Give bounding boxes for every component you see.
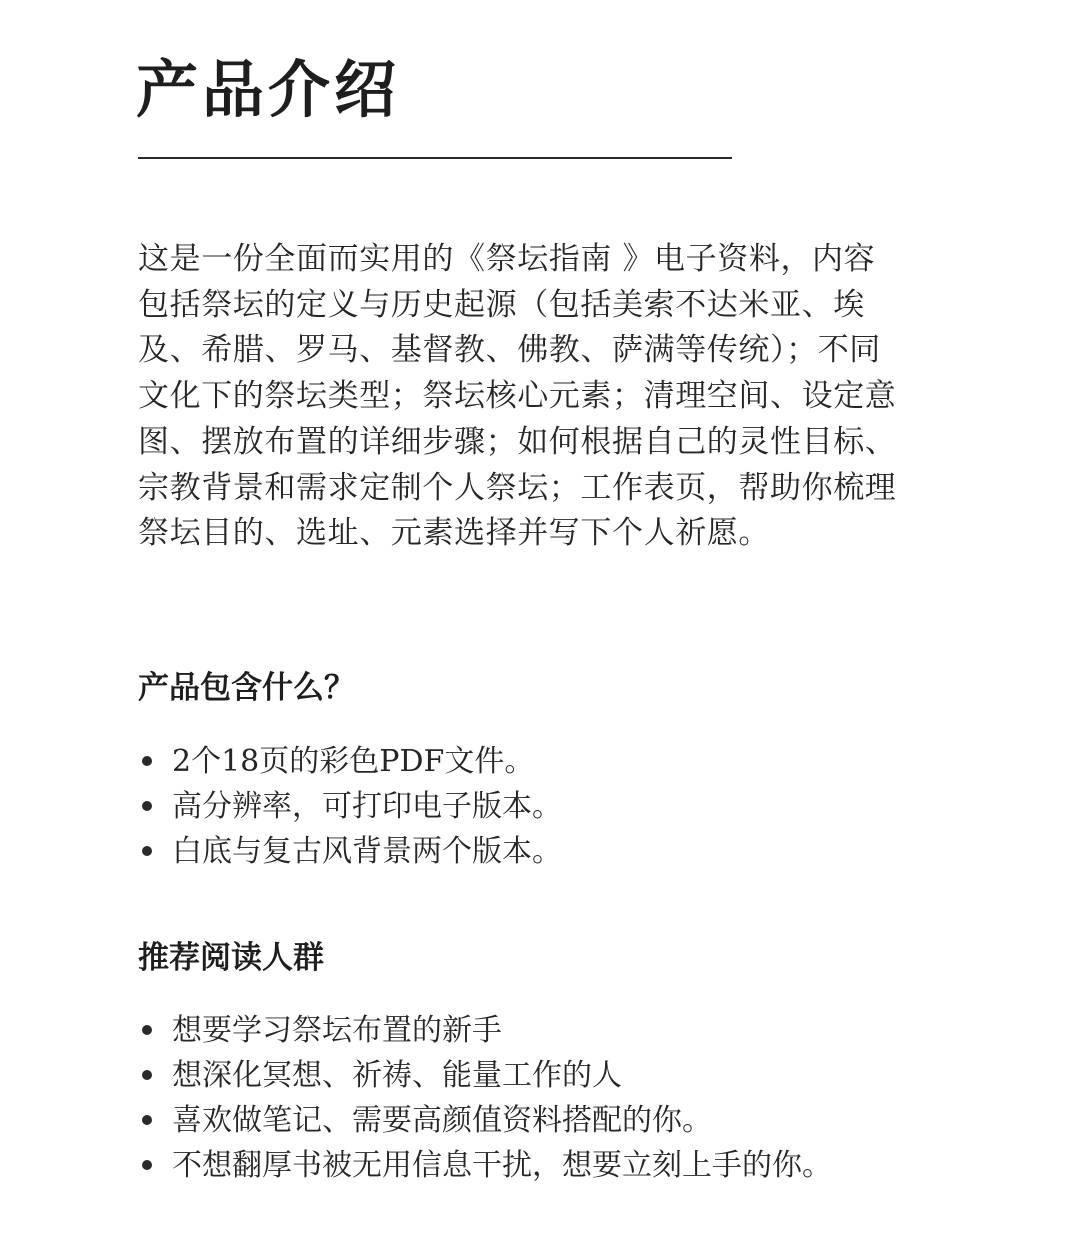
contents-list [138,739,938,874]
list-item [138,1053,938,1098]
section-heading-audience: 推荐阅读人群 [138,940,324,976]
list-item-text: 白底与复古风背景两个版本。 [172,834,562,869]
intro-paragraph: 这是一份全面而实用的《祭坛指南 》电子资料，内容包括祭坛的定义与历史起源（包括美索不达米亚、埃及、希腊、罗马、基督教、佛教、萨满等传统）；不同文化下的祭坛类型；祭坛核心元素；清理空间、设定意图、摆放布置的详细步骤；如何根据自己的灵性目标、宗教背景和需求定制个人祭坛；工作表页，帮助你梳理祭坛目的、选址、元素选择并写下个人祈愿。 [138,241,897,552]
bullet-icon [142,1160,152,1170]
list-item [138,739,938,784]
bullet-icon [142,846,152,856]
list-item-text: 喜欢做笔记、需要高颜值资料搭配的你。 [172,1103,712,1138]
bullet-icon [142,1115,152,1125]
list-item [138,1008,938,1053]
bullet-icon [142,1070,152,1080]
list-item-text: 高分辨率，可打印电子版本。 [172,789,562,824]
title-divider [138,157,732,159]
section-heading-contents: 产品包含什么？ [138,670,355,706]
bullet-icon [142,756,152,766]
list-item-text: 2个18页的彩色PDF文件。 [172,744,535,779]
page-title: 产品介绍 [136,53,401,126]
bullet-icon [142,801,152,811]
list-item [138,1098,938,1143]
list-item-text: 想深化冥想、祈祷、能量工作的人 [172,1058,622,1093]
list-item [138,784,938,829]
list-item [138,1143,938,1188]
list-item-text: 不想翻厚书被无用信息干扰，想要立刻上手的你。 [172,1148,832,1183]
list-item [138,829,938,874]
audience-list [138,1008,938,1188]
list-item-text: 想要学习祭坛布置的新手 [172,1013,502,1048]
bullet-icon [142,1025,152,1035]
